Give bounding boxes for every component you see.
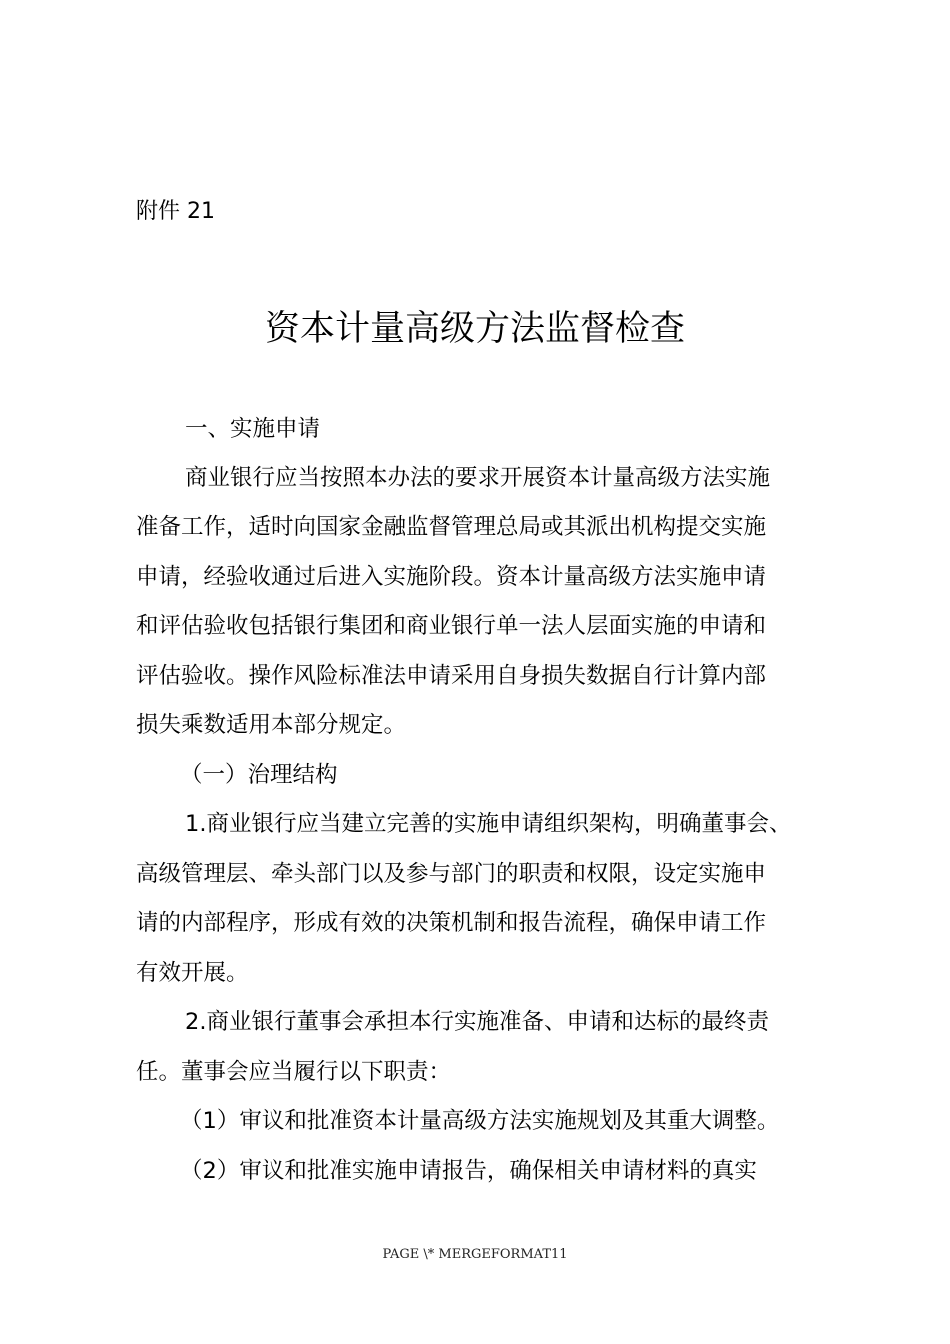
section-heading: 一、实施申请 (185, 416, 321, 442)
paragraph-line: 申请，经验收通过后进入实施阶段。资本计量高级方法实施申请 (136, 564, 767, 590)
paragraph-line: 准备工作，适时向国家金融监督管理总局或其派出机构提交实施 (136, 514, 767, 540)
paragraph-line: 评估验收。操作风险标准法申请采用自身损失数据自行计算内部 (136, 663, 767, 689)
list-item: （1）审议和批准资本计量高级方法实施规划及其重大调整。 (180, 1108, 780, 1134)
paragraph-line: 高级管理层、牵头部门以及参与部门的职责和权限，设定实施申 (136, 861, 767, 887)
page-footer: PAGE \* MERGEFORMAT11 (382, 1247, 568, 1262)
list-item: （2）审议和批准实施申请报告，确保相关申请材料的真实 (180, 1158, 757, 1184)
paragraph-line: 请的内部程序，形成有效的决策机制和报告流程，确保申请工作 (136, 910, 767, 936)
paragraph-line: 任。董事会应当履行以下职责： (136, 1059, 452, 1085)
subsection-heading: （一）治理结构 (180, 762, 338, 788)
paragraph-line: 和评估验收包括银行集团和商业银行单一法人层面实施的申请和 (136, 613, 767, 639)
paragraph-line: 商业银行应当按照本办法的要求开展资本计量高级方法实施 (185, 465, 771, 491)
paragraph-line: 损失乘数适用本部分规定。 (136, 712, 407, 738)
paragraph-line: 1.商业银行应当建立完善的实施申请组织架构，明确董事会、 (185, 811, 792, 837)
paragraph-line: 有效开展。 (136, 960, 249, 986)
document-title: 资本计量高级方法监督检查 (264, 309, 685, 349)
paragraph-line: 2.商业银行董事会承担本行实施准备、申请和达标的最终责 (185, 1009, 769, 1035)
attachment-label: 附件 21 (136, 199, 215, 224)
